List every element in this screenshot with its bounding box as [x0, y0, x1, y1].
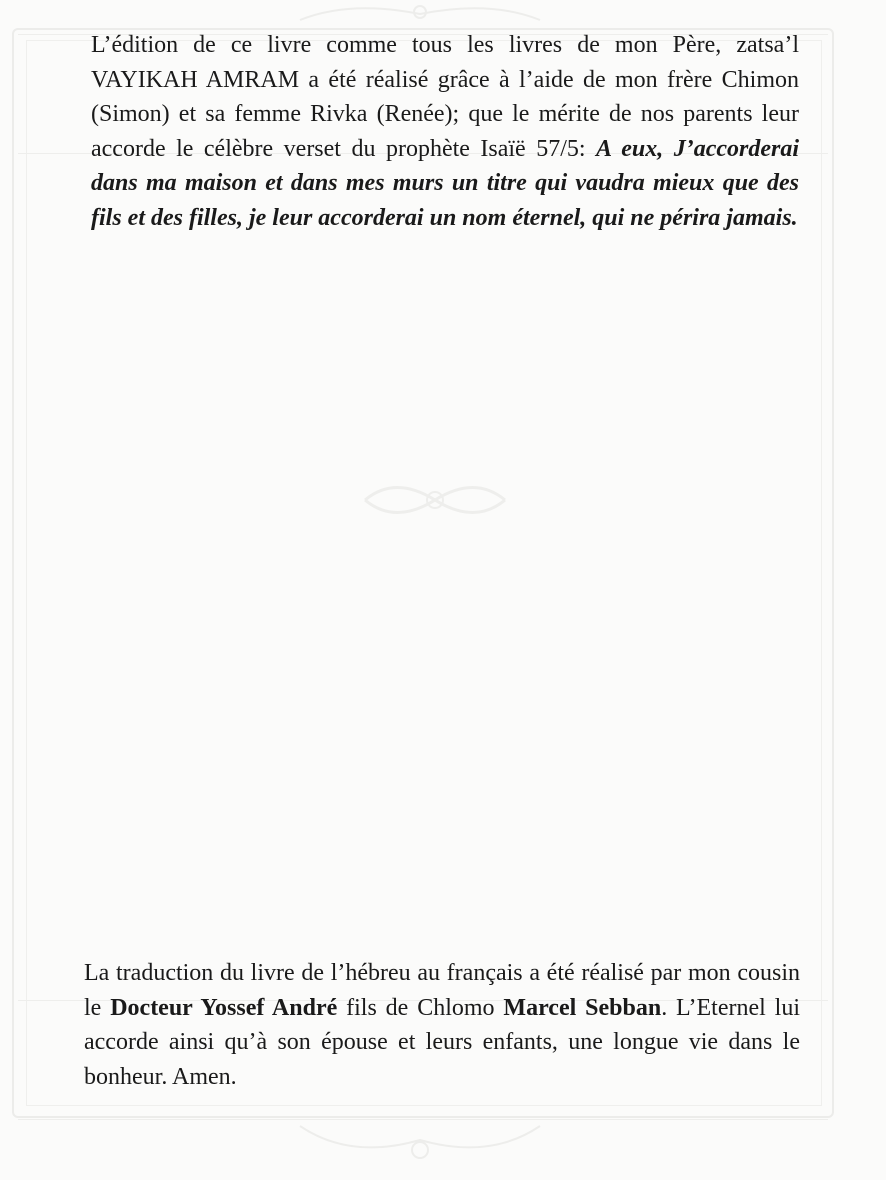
isaiah-verse-quote: A eux, J’accorderai dans ma maison et dans mes murs un titre qui vaudra mieux que des fils et des filles, je leur accorderai un nom éternel, qui ne périra jamais. — [91, 135, 799, 231]
credit-text-3: . L’Eternel lui accorde ainsi qu’à son épouse et leurs enfants, une longue vie dans le bonheur. Amen. — [84, 994, 801, 1090]
dedication-paragraph — [91, 28, 799, 236]
credit-text-1: La traduction du livre de l’hébreu au français a été réalisé par mon cousin le — [84, 960, 800, 1021]
floral-ornament — [355, 470, 515, 530]
crest-ornament-top — [290, 0, 550, 26]
translator-surname: Marcel Sebban — [503, 994, 662, 1021]
crest-ornament-bottom — [290, 1120, 550, 1170]
translation-credit-paragraph — [84, 956, 800, 1094]
translator-name: Docteur Yossef André — [110, 994, 338, 1021]
credit-text-2: fils de Chlomo — [337, 994, 504, 1021]
dedication-text: L’édition de ce livre comme tous les livres de mon Père, zatsa’l VAYIKAH AMRAM a été réalisé grâce à l’aide de mon frère Chimon (Simon) et sa femme Rivka (Renée); que le mérite de nos parents leur accorde le célèbre verset du prophète Isaïë 57/5: — [91, 32, 799, 162]
